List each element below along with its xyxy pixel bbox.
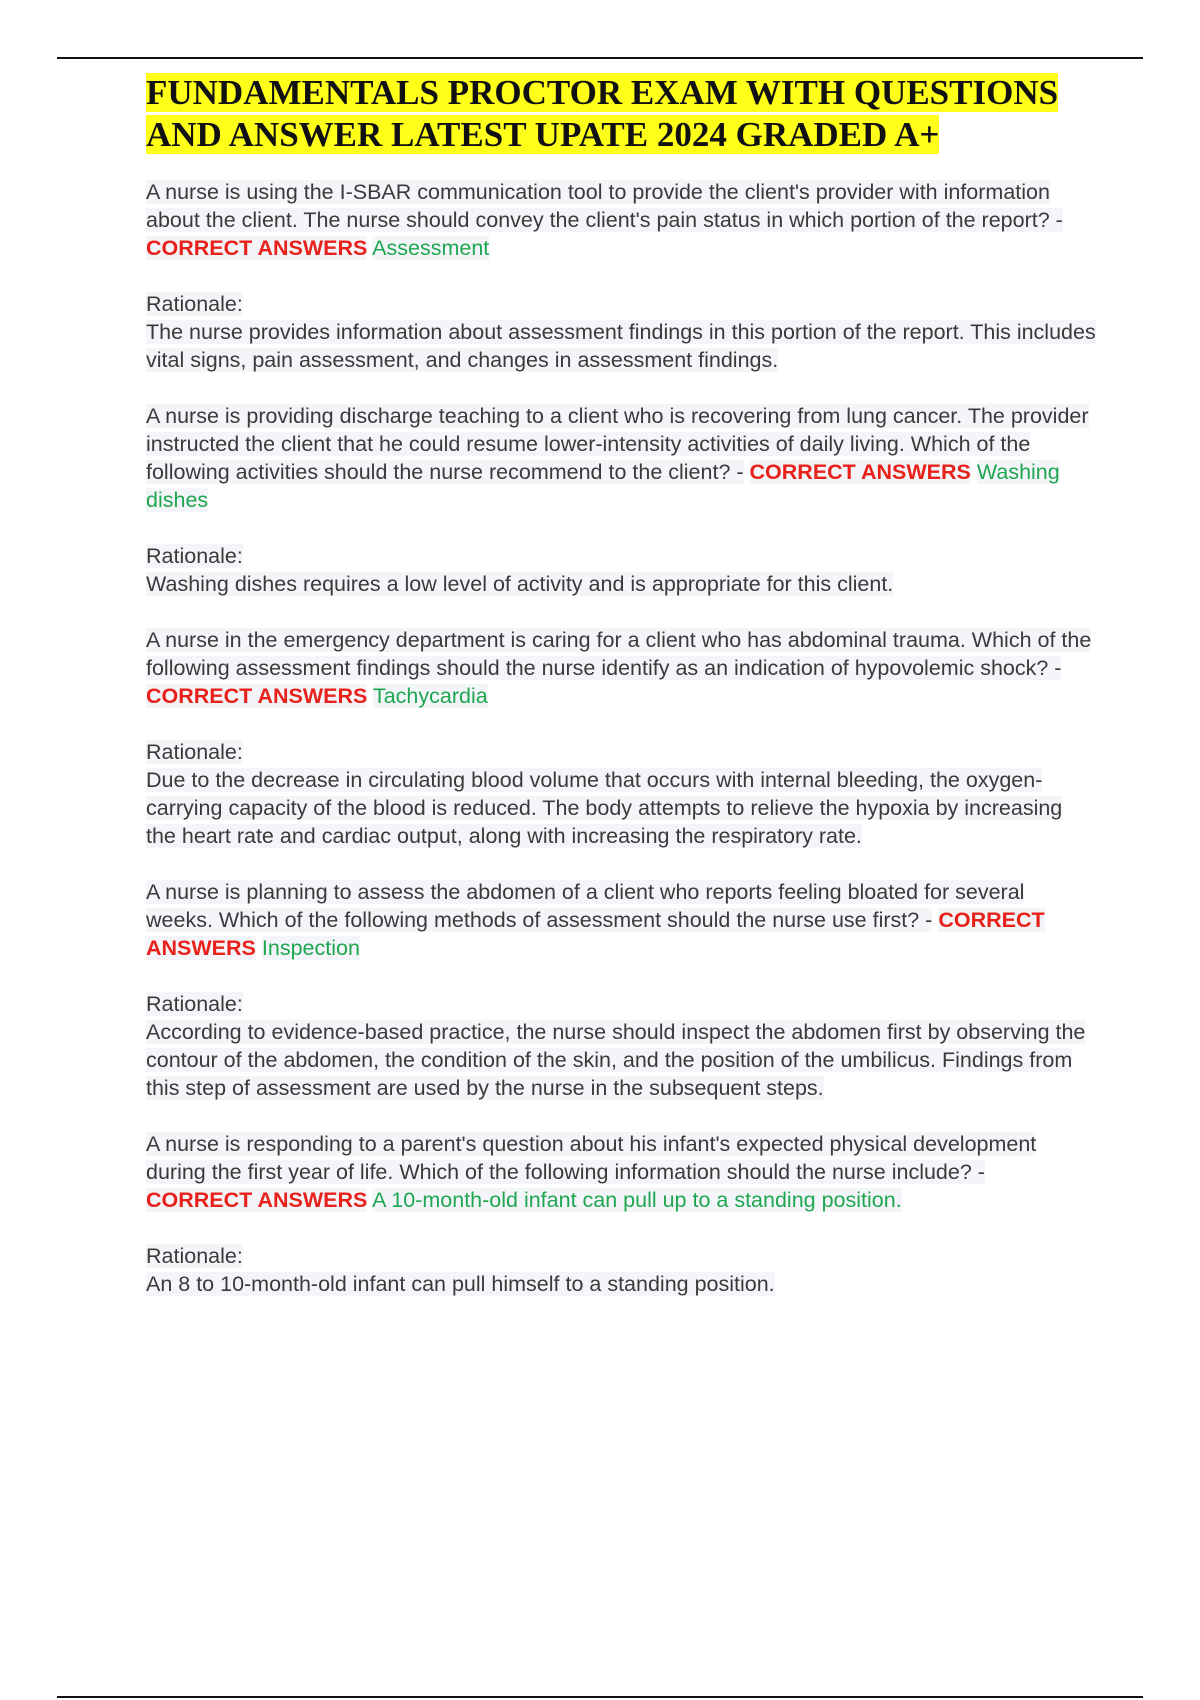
rationale-text: Washing dishes requires a low level of activity and is appropriate for this client. (146, 572, 894, 596)
rationale-label: Rationale: (146, 544, 243, 568)
question-5 (146, 1130, 1096, 1214)
question-1 (146, 178, 1096, 262)
rationale-2 (146, 542, 1096, 598)
rationale-label: Rationale: (146, 740, 243, 764)
answer-text: Inspection (261, 936, 360, 960)
question-text: A nurse is using the I-SBAR communication tool to provide the client's provider with information about the client. The nurse should convey the client's pain status in which portion of the report? - (146, 180, 1063, 232)
question-2 (146, 402, 1096, 514)
rationale-label: Rationale: (146, 992, 243, 1016)
question-text: A nurse is responding to a parent's question about his infant's expected physical development during the first year of life. Which of the following information should the nurse include? - (146, 1132, 1037, 1184)
rationale-label: Rationale: (146, 1244, 243, 1268)
correct-answers-label: CORRECT ANSWERS (146, 1188, 368, 1212)
rationale-text: Due to the decrease in circulating blood volume that occurs with internal bleeding, the oxygen-carrying capacity of the blood is reduced. The body attempts to relieve the hypoxia by increasing the heart rate and cardiac output, along with increasing the respiratory rate. (146, 768, 1063, 848)
rationale-text: According to evidence-based practice, the nurse should inspect the abdomen first by observing the contour of the abdomen, the condition of the skin, and the position of the umbilicus. Findings from this step of assessment are used by the nurse in the subsequent steps. (146, 1020, 1086, 1100)
document-title (146, 72, 1096, 156)
rationale-text: An 8 to 10-month-old infant can pull himself to a standing position. (146, 1272, 775, 1296)
correct-answers-label: CORRECT ANSWERS (146, 236, 368, 260)
rationale-5 (146, 1242, 1096, 1298)
bottom-rule (57, 1696, 1143, 1698)
document-title-text: FUNDAMENTALS PROCTOR EXAM WITH QUESTIONS AND ANSWER LATEST UPATE 2024 GRADED A+ (146, 73, 1059, 154)
answer-text: Assessment (372, 236, 490, 260)
top-rule (57, 57, 1143, 59)
question-4 (146, 878, 1096, 962)
correct-answers-label: CORRECT ANSWERS (749, 460, 971, 484)
answer-text: A 10-month-old infant can pull up to a standing position. (372, 1188, 902, 1212)
correct-answers-label: CORRECT ANSWERS (146, 684, 368, 708)
rationale-1 (146, 290, 1096, 374)
answer-text: Washing dishes (146, 460, 1060, 512)
question-text: A nurse is planning to assess the abdomen of a client who reports feeling bloated for several weeks. Which of the following methods of assessment should the nurse use first? - (146, 880, 1025, 932)
rationale-3 (146, 738, 1096, 850)
rationale-4 (146, 990, 1096, 1102)
question-text: A nurse in the emergency department is caring for a client who has abdominal trauma. Which of the following assessment findings should the nurse identify as an indication of hypovolemic shock? - (146, 628, 1092, 680)
question-text: A nurse is providing discharge teaching to a client who is recovering from lung cancer. The provider instructed the client that he could resume lower-intensity activities of daily living. Which of the following activities should the nurse recommend to the client? - (146, 404, 1089, 484)
document-body (146, 72, 1096, 1326)
rationale-label: Rationale: (146, 292, 243, 316)
correct-answers-label: CORRECT ANSWERS (146, 908, 1045, 960)
question-3 (146, 626, 1096, 710)
rationale-text: The nurse provides information about assessment findings in this portion of the report. This includes vital signs, pain assessment, and changes in assessment findings. (146, 320, 1096, 372)
answer-text: Tachycardia (372, 684, 488, 708)
